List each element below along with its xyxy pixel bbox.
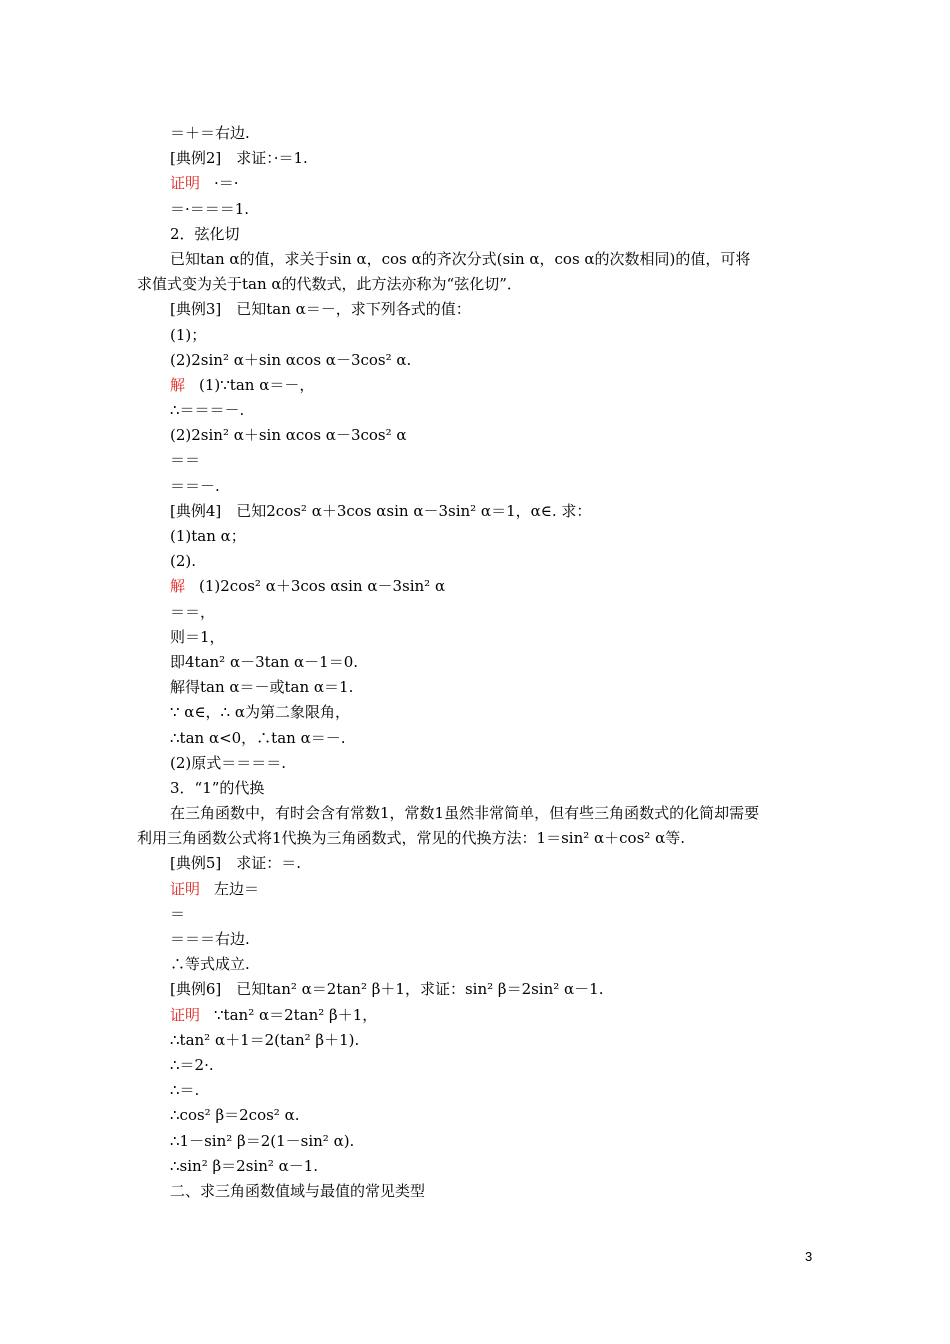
line-text: (1)； bbox=[170, 325, 207, 344]
line-text: (1)∵tan α＝－， bbox=[199, 375, 315, 394]
text-line bbox=[137, 171, 817, 196]
text-line bbox=[137, 524, 817, 549]
text-line bbox=[137, 801, 817, 826]
line-text: 解得tan α＝－或tan α＝1. bbox=[170, 678, 354, 697]
proof-label: 解 bbox=[170, 577, 186, 596]
text-line bbox=[137, 826, 817, 851]
text-line bbox=[137, 650, 817, 675]
text-line bbox=[137, 877, 817, 902]
line-text: [典例5] 求证：＝. bbox=[170, 854, 302, 873]
text-line bbox=[137, 423, 817, 448]
text-line bbox=[137, 726, 817, 751]
text-line bbox=[137, 675, 817, 700]
line-text: ＝＝－. bbox=[170, 476, 220, 495]
page-body bbox=[137, 121, 817, 1204]
text-line bbox=[137, 448, 817, 473]
line-text: (2)原式＝＝＝＝. bbox=[170, 753, 287, 772]
line-text: ＝＝， bbox=[170, 602, 216, 621]
line-text: ∴tan α<0，∴tan α＝－. bbox=[170, 728, 346, 747]
text-line bbox=[137, 952, 817, 977]
text-line bbox=[137, 1003, 817, 1028]
line-text: ∴sin² β＝2sin² α－1. bbox=[170, 1156, 319, 1175]
text-line bbox=[137, 1179, 817, 1204]
line-text: [典例3] 已知tan α＝－，求下列各式的值： bbox=[170, 300, 471, 319]
text-line bbox=[137, 574, 817, 599]
line-text: [典例2] 求证：·＝1. bbox=[170, 149, 308, 168]
line-text: (1)2cos² α＋3cos αsin α－3sin² α bbox=[199, 577, 446, 596]
line-text: 二、求三角函数值域与最值的常见类型 bbox=[170, 1181, 426, 1200]
line-text: (2)2sin² α＋sin αcos α－3cos² α. bbox=[170, 350, 412, 369]
line-text: (2). bbox=[170, 552, 197, 571]
text-line bbox=[137, 323, 817, 348]
text-line bbox=[137, 625, 817, 650]
proof-label: 证明 bbox=[170, 1005, 201, 1024]
line-text: 在三角函数中，有时会含有常数1，常数1虽然非常简单，但有些三角函数式的化简却需要 bbox=[170, 804, 760, 823]
line-text: ＝＝＝右边. bbox=[170, 930, 250, 948]
text-line bbox=[137, 851, 817, 876]
line-text: ＝＝ bbox=[170, 451, 201, 470]
line-text: (2)2sin² α＋sin αcos α－3cos² α bbox=[170, 426, 407, 445]
line-text: ∴cos² β＝2cos² α. bbox=[170, 1106, 300, 1125]
text-line bbox=[137, 927, 817, 952]
text-line bbox=[137, 348, 817, 373]
line-text: 2．弦化切 bbox=[170, 224, 240, 243]
line-text: ∴＝. bbox=[170, 1081, 200, 1100]
page-number: 3 bbox=[805, 1249, 813, 1264]
text-line bbox=[137, 398, 817, 423]
text-line bbox=[137, 474, 817, 499]
line-text: ·＝· bbox=[214, 174, 239, 193]
line-text: 3．“1”的代换 bbox=[170, 778, 265, 797]
text-line bbox=[137, 272, 817, 297]
text-line bbox=[137, 600, 817, 625]
text-line bbox=[137, 373, 817, 398]
text-line bbox=[137, 902, 817, 927]
text-line bbox=[137, 121, 817, 146]
text-line bbox=[137, 222, 817, 247]
line-text: 已知tan α的值，求关于sin α，cos α的齐次分式(sin α，cos α的次数相同)的值，可将 bbox=[170, 249, 751, 268]
line-text: 即4tan² α－3tan α－1＝0. bbox=[170, 652, 359, 671]
text-line bbox=[137, 499, 817, 524]
line-text: ∴等式成立. bbox=[170, 955, 250, 974]
line-text: [典例6] 已知tan² α＝2tan² β＋1，求证：sin² β＝2sin² α－1. bbox=[170, 980, 604, 999]
line-text: 则＝1， bbox=[170, 627, 225, 646]
line-text: 左边＝ bbox=[214, 879, 260, 898]
line-text: [典例4] 已知2cos² α＋3cos αsin α－3sin² α＝1，α∈. 求： bbox=[170, 501, 592, 520]
text-line bbox=[137, 1053, 817, 1078]
line-text: ∵tan² α＝2tan² β＋1， bbox=[214, 1005, 378, 1024]
text-line bbox=[137, 977, 817, 1002]
line-text: ∴tan² α＋1＝2(tan² β＋1). bbox=[170, 1030, 360, 1049]
text-line bbox=[137, 776, 817, 801]
text-line bbox=[137, 197, 817, 222]
line-text: ＝ bbox=[170, 904, 186, 923]
proof-label: 解 bbox=[170, 375, 186, 394]
text-line bbox=[137, 297, 817, 322]
text-line bbox=[137, 146, 817, 171]
text-line bbox=[137, 247, 817, 272]
line-text: (1)tan α； bbox=[170, 527, 246, 545]
proof-label: 证明 bbox=[170, 174, 201, 193]
line-text: ∴＝2·. bbox=[170, 1055, 214, 1074]
line-text: 求值式变为关于tan α的代数式，此方法亦称为“弦化切”． bbox=[137, 275, 522, 294]
text-line bbox=[137, 1154, 817, 1179]
text-line bbox=[137, 1078, 817, 1103]
text-line bbox=[137, 1129, 817, 1154]
proof-label: 证明 bbox=[170, 879, 201, 898]
text-line bbox=[137, 700, 817, 725]
line-text: ＝＋＝右边. bbox=[170, 124, 250, 142]
text-line bbox=[137, 1028, 817, 1053]
text-line bbox=[137, 751, 817, 776]
line-text: 利用三角函数公式将1代换为三角函数式，常见的代换方法：1＝sin² α＋cos² α等. bbox=[137, 829, 685, 848]
line-text: ∴1－sin² β＝2(1－sin² α). bbox=[170, 1131, 355, 1150]
line-text: ∴＝＝＝－. bbox=[170, 401, 245, 420]
line-text: ∵ α∈，∴ α为第二象限角， bbox=[170, 703, 350, 722]
text-line bbox=[137, 549, 817, 574]
line-text: ＝·＝＝＝1. bbox=[170, 199, 250, 218]
text-line bbox=[137, 1103, 817, 1128]
